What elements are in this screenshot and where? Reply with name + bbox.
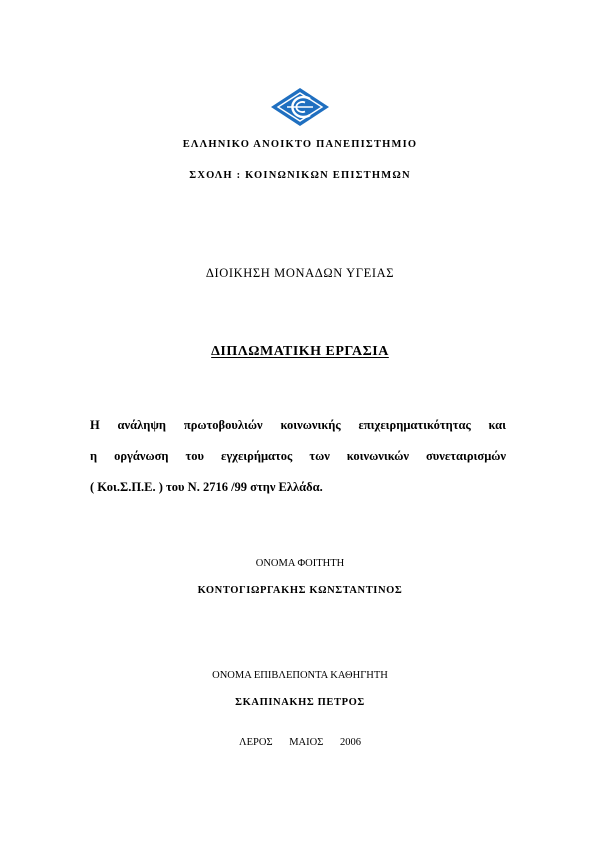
student-label: ΟΝΟΜΑ ΦΟΙΤΗΤΗ <box>255 558 345 569</box>
supervisor-label: ΟΝΟΜΑ ΕΠΙΒΛΕΠΟΝΤΑ ΚΑΘΗΓΗΤΗ <box>212 670 388 681</box>
thesis-title-line-3: ( Κοι.Σ.Π.Ε. ) του Ν. 2716 /99 στην Ελλάδα. <box>90 480 323 494</box>
student-name: ΚΟΝΤΟΓΙΩΡΓΑΚΗΣ ΚΩΝΣΤΑΝΤΙΝΟΣ <box>197 585 403 596</box>
thesis-title-line-1: Η ανάληψη πρωτοβουλιών κοινωνικής επιχειρηματικότητας και <box>90 418 506 432</box>
thesis-title <box>90 410 506 503</box>
school-name: ΣΧΟΛΗ : ΚΟΙΝΩΝΙΚΩΝ ΕΠΙΣΤΗΜΩΝ <box>189 170 411 181</box>
thesis-title-line-2: η οργάνωση του εγχειρήματος των κοινωνικών συνεταιρισμών <box>90 449 506 463</box>
thesis-type-heading <box>0 344 600 360</box>
university-name: ΕΛΛΗΝΙΚΟ ΑΝΟΙΚΤΟ ΠΑΝΕΠΙΣΤΗΜΙΟ <box>182 139 418 150</box>
eap-logo-icon <box>270 87 330 127</box>
place-and-date: ΛΕΡΟΣ ΜΑΙΟΣ 2006 <box>239 737 361 748</box>
program-name: ΔΙΟΙΚΗΣΗ ΜΟΝΑΔΩΝ ΥΓΕΙΑΣ <box>205 266 395 280</box>
thesis-type-text: ΔΙΠΛΩΜΑΤΙΚΗ ΕΡΓΑΣΙΑ <box>211 344 389 359</box>
supervisor-name: ΣΚΑΠΙΝΑΚΗΣ ΠΕΤΡΟΣ <box>235 697 365 708</box>
